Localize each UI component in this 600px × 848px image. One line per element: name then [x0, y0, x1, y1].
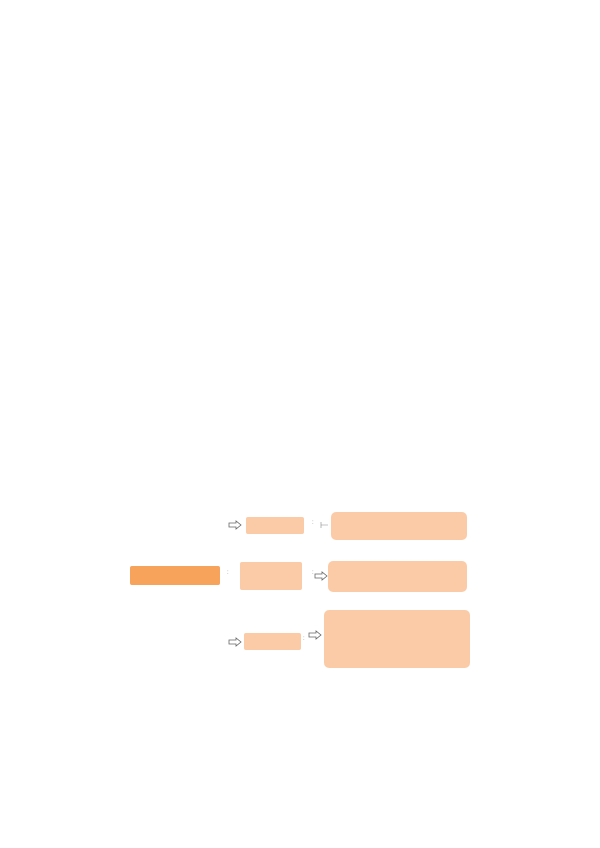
section-heading-4 [90, 320, 108, 331]
arrow-icon [314, 571, 328, 581]
objective-item [90, 758, 110, 769]
connector-dot: : [312, 570, 314, 576]
diagram-main-box [130, 566, 220, 585]
arrow-icon [320, 520, 330, 530]
arrow-icon [228, 637, 242, 647]
arrow-icon [308, 630, 322, 640]
connector-dot: : [227, 570, 229, 576]
branch-desc-3 [324, 610, 470, 668]
branch-box-3 [244, 633, 301, 650]
branch-box-1 [246, 517, 304, 534]
connector-dot: : [312, 520, 314, 526]
section-heading-5 [90, 733, 108, 744]
branch-box-2 [240, 562, 302, 590]
branch-desc-1 [331, 512, 467, 540]
arrow-icon [228, 520, 242, 530]
connector-dot: : [303, 636, 305, 642]
branch-desc-2 [328, 561, 467, 592]
